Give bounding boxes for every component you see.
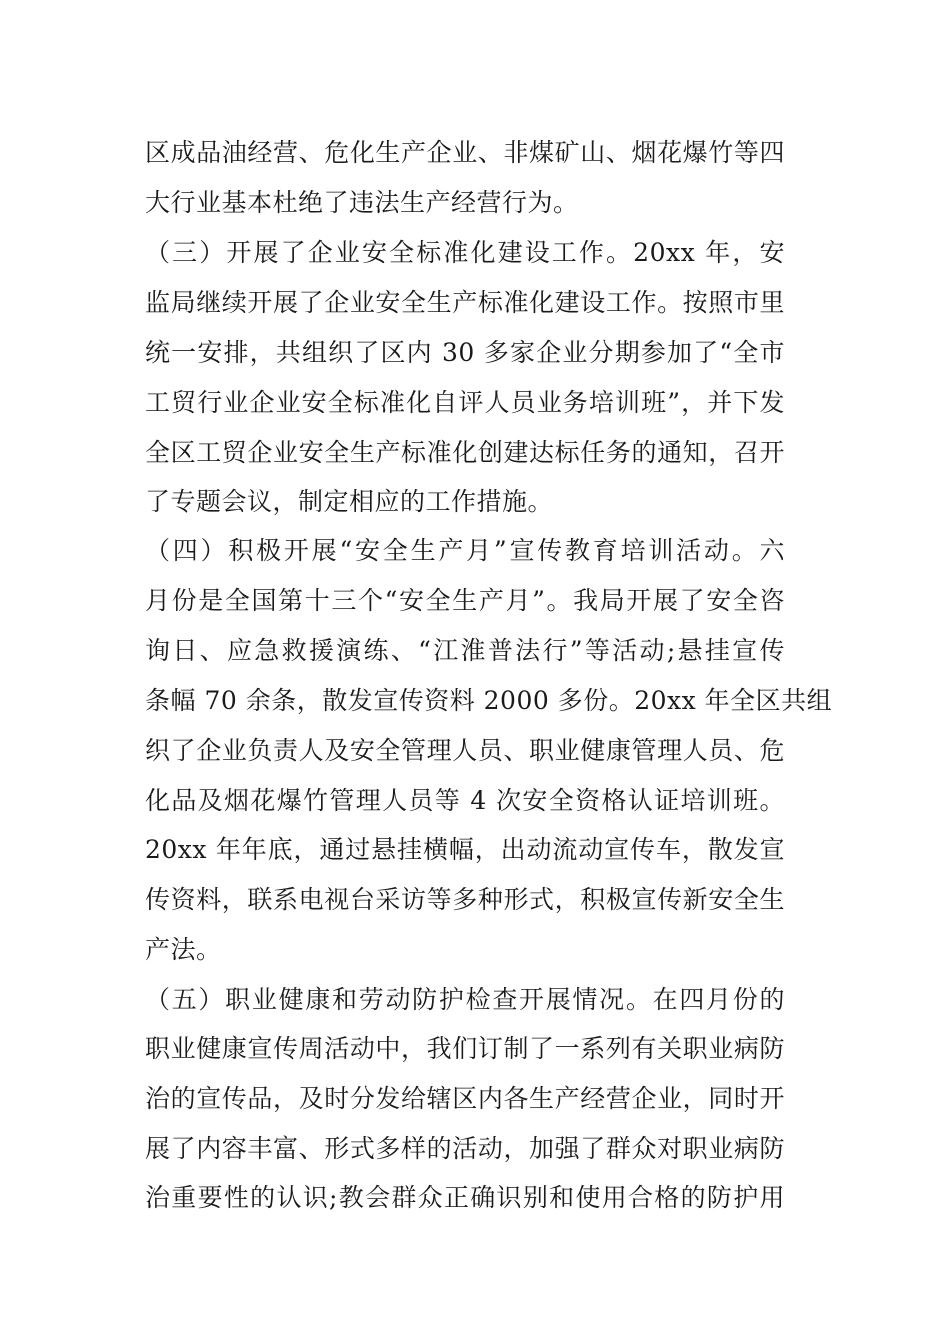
- text-line: 化品及烟花爆竹管理人员等 4 次安全资格认证培训班。: [145, 786, 785, 815]
- text-line: 条幅 70 余条，散发宣传资料 2000 多份。20xx 年全区共组: [145, 686, 833, 715]
- text-line: 职业健康宣传周活动中，我们订制了一系列有关职业病防: [145, 1034, 785, 1063]
- text-line: 工贸行业企业安全标准化自评人员业务培训班”，并下发: [145, 388, 785, 417]
- text-line: （五）职业健康和劳动防护检查开展情况。在四月份的: [145, 985, 785, 1014]
- text-line: 月份是全国第十三个“安全生产月”。我局开展了安全咨: [145, 586, 785, 615]
- text-line: 监局继续开展了企业安全生产标准化建设工作。按照市里: [145, 288, 785, 317]
- text-line: 询日、应急救援演练、“江淮普法行”等活动;悬挂宣传: [145, 636, 785, 665]
- text-line: 了专题会议，制定相应的工作措施。: [145, 487, 554, 516]
- text-line: 全区工贸企业安全生产标准化创建达标任务的通知，召开: [145, 438, 785, 467]
- text-line: 治的宣传品，及时分发给辖区内各生产经营企业，同时开: [145, 1084, 785, 1113]
- text-line: （四）积极开展“安全生产月”宣传教育培训活动。六: [145, 536, 785, 565]
- text-line: 传资料，联系电视台采访等多种形式，积极宣传新安全生: [145, 885, 785, 914]
- text-line: 织了企业负责人及安全管理人员、职业健康管理人员、危: [145, 736, 785, 765]
- text-line: 展了内容丰富、形式多样的活动，加强了群众对职业病防: [145, 1134, 785, 1163]
- text-line: 产法。: [145, 935, 222, 964]
- text-line: 统一安排，共组织了区内 30 多家企业分期参加了“全市: [145, 338, 785, 367]
- text-line: 区成品油经营、危化生产企业、非煤矿山、烟花爆竹等四: [145, 138, 785, 167]
- text-line: 20xx 年年底，通过悬挂横幅，出动流动宣传车，散发宣: [145, 835, 785, 864]
- text-line: 治重要性的认识;教会群众正确识别和使用合格的防护用: [145, 1183, 785, 1212]
- text-line: （三）开展了企业安全标准化建设工作。20xx 年，安: [145, 238, 785, 267]
- text-line: 大行业基本杜绝了违法生产经营行为。: [145, 188, 579, 217]
